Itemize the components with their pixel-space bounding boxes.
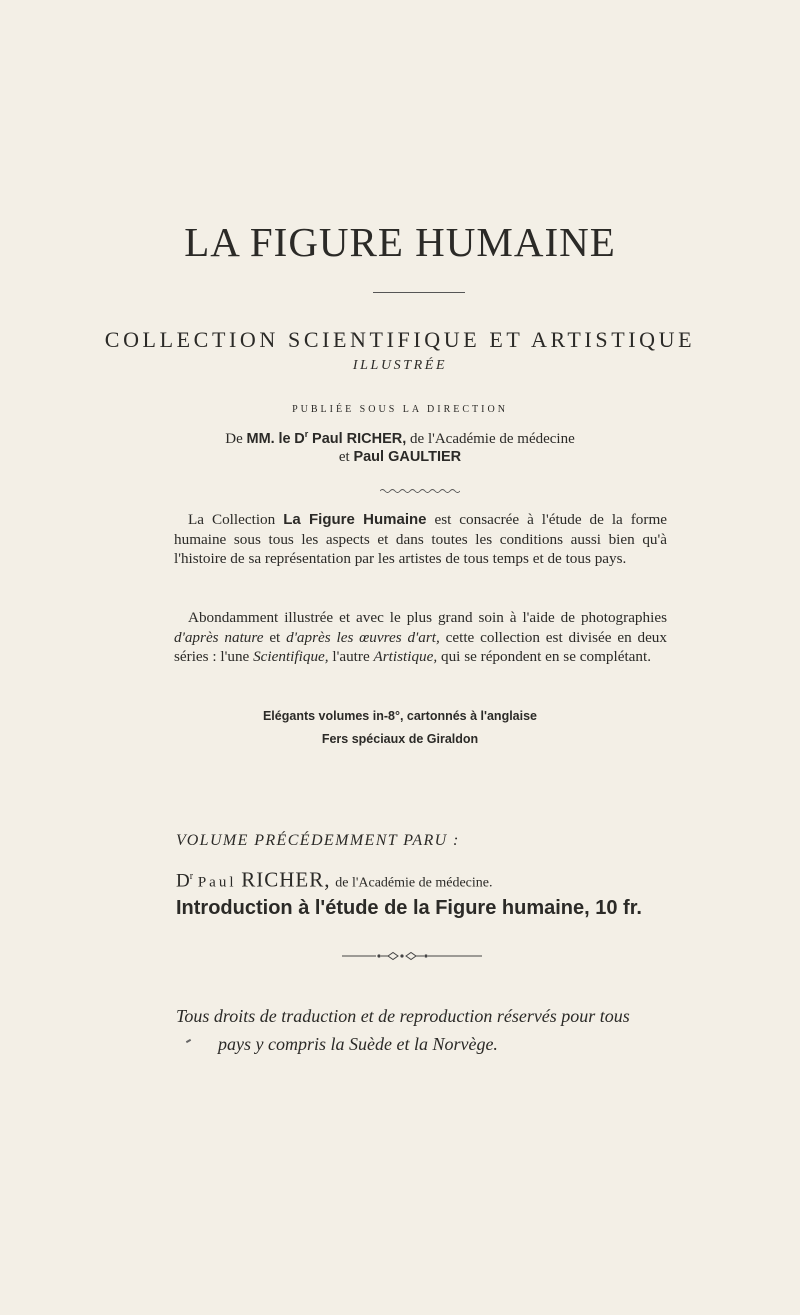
direction-mm: MM. bbox=[246, 430, 275, 447]
title-rule bbox=[373, 292, 465, 293]
editor-gaultier: Paul GAULTIER bbox=[353, 449, 462, 465]
direction-prefix: De bbox=[225, 430, 243, 447]
previous-volume-title: Introduction à l'étude de la Figure humaine, 10 fr. bbox=[176, 897, 642, 919]
direction-line-2 bbox=[0, 447, 800, 467]
main-title: LA FIGURE HUMAINE bbox=[184, 219, 616, 265]
direction-academie: de l'Académie de médecine bbox=[410, 430, 575, 447]
diamond-ornament bbox=[342, 950, 482, 962]
volumes-binding-line: Fers spéciaux de Giraldon bbox=[321, 732, 479, 746]
collection-name: La Figure Humaine bbox=[283, 511, 427, 528]
rights-notice-line-2: pays y compris la Suède et la Norvège. bbox=[218, 1034, 498, 1054]
direction-dr: $D^r$ bbox=[294, 429, 309, 447]
wavy-rule-ornament bbox=[380, 487, 460, 495]
rights-notice-line-1: Tous droits de traduction et de reproduction réservés pour tous bbox=[176, 1006, 630, 1026]
description-paragraph-2: Abondamment illustrée et avec le plus grand soin à l'aide de photographies d'après nature et d'après les œuvres d'art, cette collection est divisée en deux séries : l'une Scientifique, l'autre Artistique, qui se répondent en se complétant. bbox=[174, 609, 667, 666]
direction-le: le bbox=[278, 430, 291, 447]
editor-richer: Paul RICHER, bbox=[312, 430, 407, 447]
publiee-line: PUBLIÉE SOUS LA DIRECTION bbox=[292, 404, 508, 415]
illustree-subtitle: ILLUSTRÉE bbox=[352, 358, 448, 373]
direction-et: et bbox=[338, 449, 350, 465]
previous-volume-heading: VOLUME PRÉCÉDEMMENT PARU : bbox=[176, 832, 460, 849]
collection-heading: COLLECTION SCIENTIFIQUE ET ARTISTIQUE bbox=[104, 327, 696, 352]
volumes-format-line: Elégants volumes in-8°, cartonnés à l'anglaise bbox=[262, 709, 538, 723]
description-paragraph-1: La Collection La Figure Humaine est consacrée à l'étude de la forme humaine sous tous les aspects et dans toutes les conditions aussi bien qu'à l'histoire de sa représentation par les artistes de tous temps et de tous pays. bbox=[174, 511, 668, 568]
margin-mark bbox=[186, 1039, 191, 1043]
direction-line bbox=[0, 424, 800, 449]
previous-volume-author: $D^r$ Paul RICHER, de l'Académie de médecine. bbox=[176, 867, 493, 892]
